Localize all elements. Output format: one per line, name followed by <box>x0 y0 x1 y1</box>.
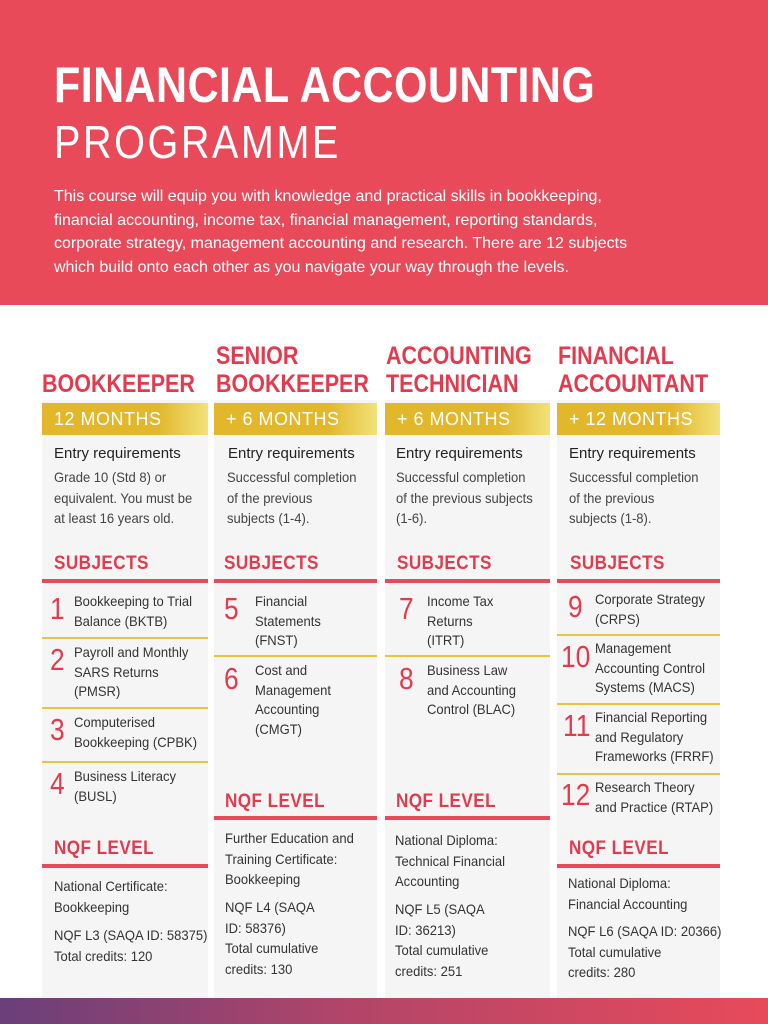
divider-gold <box>214 655 377 657</box>
subject-line: Business Law <box>427 662 508 678</box>
nqf-line: credits: 280 <box>568 964 636 980</box>
subject-line: Balance (BKTB) <box>74 612 168 629</box>
divider-red <box>214 816 377 820</box>
nqf-line: Technical Financial <box>395 852 506 869</box>
divider-gold <box>385 655 550 657</box>
nqf-line: NQF L4 (SAQA <box>225 899 315 915</box>
nqf-details <box>395 899 495 981</box>
subject-line: Frameworks (FRRF) <box>595 748 714 764</box>
divider-red <box>557 864 720 868</box>
nqf-line: Training Certificate: <box>225 850 338 867</box>
nqf-details <box>54 925 219 966</box>
page-title: FINANCIAL ACCOUNTING <box>54 57 596 113</box>
entry-line: subjects (1-8). <box>569 510 652 526</box>
entry-line: Successful completion <box>227 469 357 485</box>
entry-requirements-text <box>54 467 203 529</box>
subject-name <box>255 661 337 739</box>
nqf-line: NQF L5 (SAQA <box>395 901 485 917</box>
subject-line: Systems (MACS) <box>595 679 695 695</box>
subjects-label: SUBJECTS <box>397 553 492 574</box>
subject-line: Income Tax <box>427 593 494 609</box>
nqf-line: National Diploma: <box>568 875 671 891</box>
duration-badge: + 6 MONTHS <box>385 403 550 435</box>
subjects-label: SUBJECTS <box>570 553 665 574</box>
intro-line: corporate strategy, management accounting and research. There are 12 subjects <box>54 235 628 252</box>
divider-red <box>42 579 208 583</box>
entry-line: Grade 10 (Std 8) or <box>54 469 167 485</box>
header-banner <box>0 0 768 305</box>
nqf-line: Bookkeeping <box>225 871 301 887</box>
subject-line: Accounting <box>255 701 320 717</box>
subject-number: 1 <box>50 591 65 626</box>
intro-paragraph <box>54 185 744 279</box>
subject-line: and Practice (RTAP) <box>595 798 714 815</box>
duration-badge: + 6 MONTHS <box>214 403 377 435</box>
subject-line: Bookkeeping to Trial <box>74 593 192 609</box>
nqf-line: Financial Accounting <box>568 895 688 912</box>
nqf-level-label: NQF LEVEL <box>225 791 326 812</box>
subject-line: SARS Returns <box>74 663 159 680</box>
nqf-line: NQF L3 (SAQA ID: 58375) <box>54 927 208 943</box>
subject-line: Accounting Control <box>595 659 706 676</box>
subject-name <box>74 713 206 752</box>
subject-line: Corporate Strategy <box>595 591 706 607</box>
title-line: ACCOUNTING <box>386 342 532 370</box>
subject-line: Returns <box>427 612 473 629</box>
nqf-line: ID: 58376) <box>225 919 286 936</box>
subjects-label: SUBJECTS <box>224 553 319 574</box>
subject-line: (CMGT) <box>255 720 303 737</box>
divider-gold <box>557 634 720 636</box>
column-title-senior-bookkeeper <box>216 342 369 398</box>
nqf-details <box>225 897 325 979</box>
subject-line: Bookkeeping (CPBK) <box>74 733 198 750</box>
nqf-level-label: NQF LEVEL <box>569 838 670 859</box>
nqf-line: Accounting <box>395 873 460 889</box>
subject-line: Management <box>255 681 331 698</box>
column-title-financial-accountant <box>558 342 708 398</box>
column-title-accounting-technician <box>386 342 532 398</box>
entry-line: at least 16 years old. <box>54 510 175 526</box>
entry-line: of the previous <box>569 489 655 506</box>
divider-red <box>385 579 550 583</box>
intro-line: which build onto each other as you navigate your way through the levels. <box>54 258 569 276</box>
subject-line: Financial Reporting <box>595 709 708 725</box>
column-title-bookkeeper: BOOKKEEPER <box>42 370 195 398</box>
subject-line: Payroll and Monthly <box>74 644 189 660</box>
subject-name <box>74 767 184 806</box>
subject-name <box>427 592 498 651</box>
nqf-qualification <box>54 876 176 917</box>
divider-gold <box>557 773 720 775</box>
duration-badge: + 12 MONTHS <box>557 403 720 435</box>
subject-number: 11 <box>563 708 591 743</box>
nqf-line: Further Education and <box>225 830 354 846</box>
nqf-line: ID: 36213) <box>395 921 456 938</box>
entry-line: Successful completion <box>569 469 699 485</box>
entry-line: subjects (1-4). <box>227 510 310 526</box>
subjects-label: SUBJECTS <box>54 553 149 574</box>
nqf-qualification <box>395 830 513 892</box>
subject-line: (CRPS) <box>595 610 640 627</box>
subject-number: 3 <box>50 712 65 747</box>
divider-gold <box>42 707 208 709</box>
nqf-qualification <box>568 873 696 914</box>
subject-number: 10 <box>561 639 591 674</box>
entry-line: Successful completion <box>396 469 526 485</box>
subject-line: Control (BLAC) <box>427 701 516 717</box>
subject-number: 6 <box>224 661 239 696</box>
subject-name <box>595 639 713 698</box>
subject-line: and Accounting <box>427 681 517 698</box>
nqf-line: Total cumulative <box>568 943 662 960</box>
entry-line: of the previous subjects <box>396 489 533 506</box>
intro-line: financial accounting, income tax, financial management, reporting standards, <box>54 211 598 229</box>
entry-requirements-label: Entry requirements <box>396 445 523 462</box>
entry-requirements-text <box>569 467 708 529</box>
subject-line: Research Theory <box>595 779 695 795</box>
subject-line: Financial <box>255 593 308 609</box>
nqf-line: Total cumulative <box>225 940 319 956</box>
nqf-line: credits: 251 <box>395 962 463 979</box>
nqf-line: Total credits: 120 <box>54 947 153 964</box>
subject-line: (BUSL) <box>74 787 117 804</box>
subject-line: (FNST) <box>255 632 298 648</box>
subject-name <box>255 592 326 651</box>
entry-line: equivalent. You must be <box>54 489 193 506</box>
title-line: TECHNICIAN <box>386 370 519 398</box>
subject-number: 2 <box>50 642 65 677</box>
entry-requirements-text <box>227 467 366 529</box>
entry-line: of the previous <box>227 489 313 506</box>
divider-gold <box>42 637 208 639</box>
nqf-line: Bookkeeping <box>54 898 130 915</box>
duration-badge: 12 MONTHS <box>42 403 208 435</box>
subject-number: 8 <box>399 661 414 696</box>
divider-gold <box>557 703 720 705</box>
nqf-details <box>568 921 733 983</box>
title-line: BOOKKEEPER <box>216 370 369 398</box>
subject-name <box>595 708 723 767</box>
divider-gold <box>42 761 208 763</box>
subject-line: Cost and <box>255 662 308 678</box>
subject-line: (ITRT) <box>427 632 465 648</box>
subject-name <box>595 590 713 629</box>
subject-name <box>427 661 523 720</box>
nqf-line: Total cumulative <box>395 942 489 958</box>
divider-red <box>557 579 720 583</box>
title-line: FINANCIAL <box>558 342 674 370</box>
subject-line: Computerised <box>74 714 156 730</box>
footer-gradient-bar <box>0 998 768 1024</box>
subject-number: 12 <box>561 777 591 812</box>
nqf-line: NQF L6 (SAQA ID: 20366) <box>568 923 722 939</box>
nqf-line: National Certificate: <box>54 878 168 894</box>
subject-line: Management <box>595 640 671 656</box>
subject-name <box>74 643 197 702</box>
entry-requirements-label: Entry requirements <box>569 445 696 462</box>
entry-requirements-label: Entry requirements <box>228 445 355 462</box>
nqf-level-label: NQF LEVEL <box>54 838 155 859</box>
subject-number: 7 <box>399 591 414 626</box>
nqf-line: National Diploma: <box>395 832 498 848</box>
page-subtitle: PROGRAMME <box>54 116 341 168</box>
title-line: ACCOUNTANT <box>558 370 709 398</box>
subject-number: 9 <box>568 589 583 624</box>
subject-line: Business Literacy <box>74 768 177 784</box>
subject-name <box>595 778 722 817</box>
subject-number: 4 <box>50 766 65 801</box>
divider-red <box>42 864 208 868</box>
entry-requirements-text <box>396 467 543 529</box>
nqf-qualification <box>225 828 364 890</box>
subject-line: Statements <box>255 612 321 629</box>
nqf-level-label: NQF LEVEL <box>396 791 497 812</box>
divider-red <box>385 816 550 820</box>
subject-name <box>74 592 201 631</box>
subject-number: 5 <box>224 591 239 626</box>
subject-line: and Regulatory <box>595 728 684 745</box>
divider-red <box>214 579 377 583</box>
title-line: SENIOR <box>216 342 299 370</box>
intro-line: This course will equip you with knowledge and practical skills in bookkeeping, <box>54 188 602 205</box>
entry-requirements-label: Entry requirements <box>54 445 181 462</box>
nqf-line: credits: 130 <box>225 960 293 977</box>
entry-line: (1-6). <box>396 510 428 526</box>
subject-line: (PMSR) <box>74 683 121 699</box>
